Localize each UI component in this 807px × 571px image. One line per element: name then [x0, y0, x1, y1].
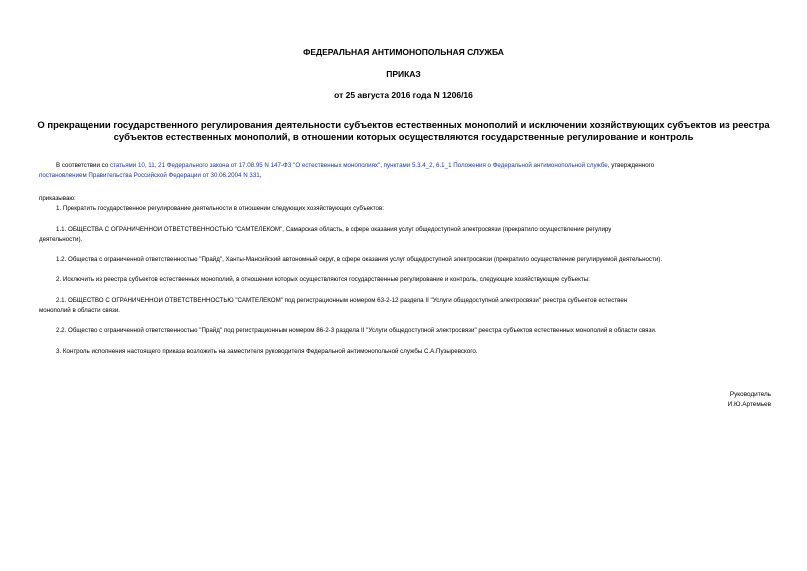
item-2-1-line-2: монополий в области связи. [39, 307, 120, 314]
item-1-1-line-2: деятельности). [39, 236, 83, 243]
document-title-line-2: субъектов естественных монополий, в отношении которых осуществляются государственные регулирование и контроль [113, 132, 694, 143]
item-1: 1. Прекратить государственное регулирование деятельности в отношении следующих хозяйствующих субъектов: [56, 205, 384, 212]
preamble-text-1: В соответствии со [56, 162, 110, 169]
government-decree-link[interactable]: постановлением Правительства Российской Федерации от 30.06.2004 N 331 [39, 172, 260, 179]
orders-word: приказываю: [39, 195, 76, 202]
organization-name: ФЕДЕРАЛЬНАЯ АНТИМОНОПОЛЬНАЯ СЛУЖБА [303, 47, 504, 57]
item-1-2: 1.2. Общества с ограниченной ответственностью "Прайд", Ханты-Мансийский автономный округ, в сфере оказания услуг общедоступной электросвязи (прекратило осуществление регулируемой деятельности). [56, 256, 663, 263]
preamble-line-2 [39, 172, 261, 180]
document-title-line-1: О прекращении государственного регулирования деятельности субъектов естественных монополий и исключении хозяйствующих субъектов из реестра [37, 120, 770, 131]
item-2-2: 2.2. Общество с ограниченной ответственностью "Прайд" под регистрационным номером 86-2-3 раздела II "Услуги общедоступной электросвязи" реестра субъектов естественных монополий в области связи. [56, 327, 657, 334]
document-title [0, 120, 807, 144]
signature-position: Руководитель [729, 391, 771, 398]
document-type: ПРИКАЗ [386, 69, 421, 79]
item-2: 2. Исключить из реестра субъектов естественных монополий, в отношении которых осуществляются государственные регулирование и контроль, следующие хозяйствующие субъекты: [56, 276, 590, 283]
regulation-link[interactable]: пунктами 5.3.4_2, 6.1_1 Положения о Федеральной антимонопольной службе [383, 162, 608, 169]
preamble-line-1 [56, 162, 654, 170]
preamble-text-3: , утвержденного [607, 162, 655, 169]
signature-name: И.Ю.Артемьев [727, 401, 771, 408]
item-3: 3. Контроль исполнения настоящего приказа возложить на заместителя руководителя Федеральной антимонопольной службы С.А.Пузыревского. [56, 348, 478, 355]
document-date-number: от 25 августа 2016 года N 1206/16 [334, 90, 473, 100]
law-link[interactable]: статьями 10, 11, 21 Федерального закона от 17.08.95 N 147-ФЗ "О естественных монополиях" [109, 162, 381, 169]
item-1-1-line-1: 1.1. ОБЩЕСТВА С ОГРАНИЧЕННОЙ ОТВЕТСТВЕННОСТЬЮ "САМТЕЛЕКОМ", Самарская область, в сфере оказания услуг общедоступной электросвязи (прекратило осуществление регулиру [56, 226, 612, 233]
item-2-1-line-1: 2.1. ОБЩЕСТВО С ОГРАНИЧЕННОЙ ОТВЕТСТВЕННОСТЬЮ "САМТЕЛЕКОМ" под регистрационным номером 63-2-12 раздела II "Услуги общедоступной электросвязи" реестра субъектов естествен [56, 297, 628, 304]
preamble-text-4: , [259, 172, 262, 179]
preamble-text-2: , [380, 162, 384, 169]
